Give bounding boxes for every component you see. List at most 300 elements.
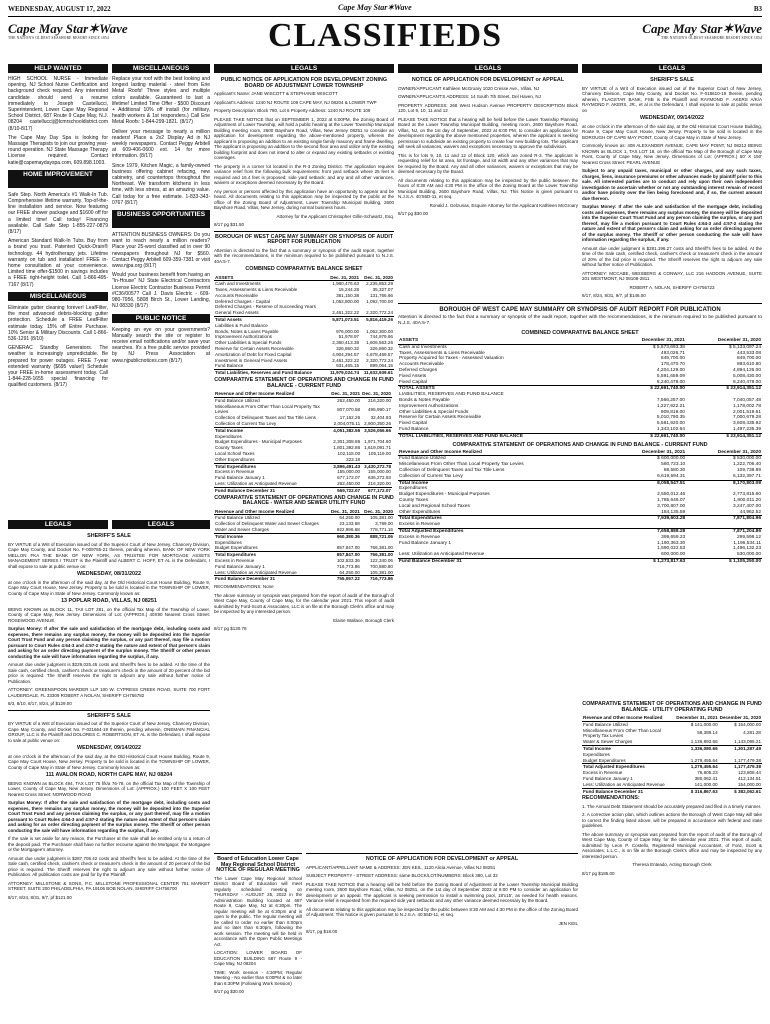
table-cell-value: 4,051,382.56: [330, 427, 361, 433]
utility-fund-table: [214, 509, 394, 583]
table-cell-label: ASSETS: [398, 338, 610, 344]
table-cell-value: December 31, 2020: [686, 450, 762, 456]
table-cell-value: 184,135.59: [661, 509, 686, 515]
table-cell-label: Budget Expenditures - Municipal Purposes: [215, 439, 302, 445]
table-cell-value: 154,000.00: [738, 781, 761, 787]
table-cell-value: 5,581,920.00: [656, 421, 685, 427]
zoning-notice: [306, 850, 578, 1018]
table-cell-label: TOTAL LIABILITIES, RESERVES AND FUND BALANCE: [398, 433, 610, 439]
table-cell-value: 2,235,853.29: [366, 281, 393, 287]
table-cell-label: Fund Balance December 31: [582, 788, 675, 794]
table-cell-label: County Taxes: [215, 445, 243, 451]
page-header: [8, 4, 762, 17]
table-cell-value: 677,172.07: [337, 475, 361, 481]
balance-sheet-table: [214, 275, 394, 377]
sheriff-sale-2-fee: 8/17, 8/24, 8/31, 9/7, pf $121.00: [8, 894, 72, 900]
legals-bar-bottom-2: LEGALS: [112, 520, 210, 529]
table-cell-value: 2,320,772.24: [366, 357, 393, 363]
table-cell-label: Total Income: [214, 533, 328, 539]
table-cell-value: 7,000,679.28: [732, 415, 761, 421]
table-cell-value: 1,971,704.60: [364, 439, 391, 445]
table-cell-value: 1,177,479.38: [734, 757, 761, 763]
logo-tagline: THE NATION'S OLDEST SEASHORE RESORT SINCE 1854: [661, 36, 762, 40]
table-cell-value: 5,591,659.09: [656, 373, 685, 379]
table-cell-value: 1,279,455.64: [675, 764, 718, 770]
sheriff-sale-3-address: Commonly known as: 408 ALEXANDER AVENUE, CAPE MAY POINT, NJ 08212 BEING KNOWN as BLOCK 1, TAX LOT 18, on the official Tax Map of the Borough of Cape May Point, County of Cape May, New Jersey. Dimensions of Lot: (APPROX.) 50' X 150' Nearest Cross Street: PEARL AVENUE: [582, 143, 762, 165]
issue-date: WEDNESDAY, AUGUST 17, 2022: [8, 5, 111, 13]
table-cell-label: Miscellaneous From Other Than Local Property Tax Levies: [215, 403, 320, 415]
table-cell-value: 4,678,469.57: [366, 351, 393, 357]
page-number: B3: [753, 5, 762, 13]
column-sheriff-sales: [8, 532, 210, 1018]
sheriff-sale-3-attorney: ATTORNEY: MCCABE, WEISBERG & CONWAY, LLC 216 HADDON AVENUE, SUITE 201 WESTMONT, NJ 08108-2811: [582, 270, 762, 281]
table-cell-label: Property Acquired for Taxes - Assessed Valuation: [399, 356, 504, 362]
table-cell-value: 51,978.97: [338, 334, 360, 340]
table-cell-value: 677,172.07: [361, 487, 392, 493]
table-cell-value: 3,247,407.00: [732, 503, 761, 509]
ad-generac: GENERAC Standby Generators. The weather is increasingly unpredictable. Be prepared for power outages. FREE 7-year extended warranty ($695 value!) Schedule your FREE in-home assessment today. Call 1-844-228-1655 special financing for qualified customers. (8/17): [8, 345, 108, 389]
table-cell-value: December 31, 2021: [610, 338, 686, 344]
table-cell-value: 857,847.00: [328, 552, 361, 558]
utility-fund-title: COMPARATIVE STATEMENT OF OPERATIONS AND CHANGE IN FUND BALANCE - WATER AND SEWER UTILITY FUND: [214, 494, 394, 507]
table-cell-value: 1,960,476.63: [332, 281, 360, 287]
audit-recommendations-heading: RECOMMENDATIONS:: [582, 795, 640, 802]
table-cell-value: 88,580.30: [663, 467, 686, 473]
table-cell-label: Less: Utilization as Anticipated Revenue: [399, 552, 485, 558]
table-cell-label: Fund Balance December 31: [214, 487, 330, 493]
table-cell-label: Expenditures: [583, 751, 610, 757]
table-cell-value: 122,340.06: [370, 557, 393, 563]
audit-balance-table: [398, 338, 762, 440]
table-cell-label: Revenue and Other Income Realized: [582, 715, 675, 721]
table-cell-value: $ 5,673,693.38: [652, 344, 685, 350]
table-cell-label: Fund Balance January 1: [399, 540, 451, 546]
table-cell-value: 1,606,563.26: [366, 340, 393, 346]
table-cell-value: 7,939,603.28: [610, 516, 686, 522]
zoning-notice-fee: 8/17, pg $18.00: [306, 929, 338, 934]
table-cell-label: Investment in General Fixed Assets: [215, 357, 288, 363]
table-cell-label: Local and Regional School Taxes: [399, 503, 470, 509]
table-cell-label: Bonds & Notes Payable: [399, 397, 450, 403]
audit-clerk: Elaine Wallace, Borough Clerk: [333, 617, 394, 623]
sheriff-sale-1-address: 13 POPLAR ROAD, VILLAS, NJ 08251: [61, 598, 157, 604]
ad-erie-metal-roofs: Replace your roof with the best looking and longest lasting material - steel from Erie Metal Roofs! Three styles and multiple colors available. Guaranteed to last a lifetime! Limited Time Offer - $500 Discount + Additional 10% off install (for military, health workers & 1st responders.) Call Erie Metal Roofs: 1-844-299-1821. (8/17): [112, 76, 210, 126]
table-cell-value: 105,381.00: [370, 569, 393, 575]
table-cell-label: Less: Utilization as Anticipated Revenue: [583, 781, 665, 787]
sheriff-sale-1-date: WEDNESDAY, 08/31/2022: [77, 571, 141, 577]
ad-display-ad: Deliver your message to nearly a million readers! Place a 2x2 Display Ad in NJ weekly newspapers. Contact Peggy Arbitell at 609-406-0600 ext. 14 for more information. (8/17): [112, 128, 210, 160]
table-cell-label: Water & Sewer Charges: [583, 739, 633, 745]
audit-clerk-2: Theresa Enteado, Acting Borough Clerk: [632, 862, 712, 868]
table-cell-value: 744,979.66: [370, 334, 393, 340]
table-cell-label: Less: Utilization as Anticipated Revenue: [215, 481, 297, 486]
logo-tagline: THE NATION'S OLDEST SEASHORE RESORT SINCE 1854: [8, 36, 109, 40]
table-cell-label: Other Liabilities & Special Funds: [215, 340, 282, 346]
table-cell-value: 976,000.00: [336, 328, 360, 334]
legals-bar-bottom-1: LEGALS: [8, 520, 108, 529]
school-board-location: LOCATION: LOWER BOARD OF EDUCATION BUILDING 687 Route 9 - Cape May, NJ 08204: [214, 950, 302, 966]
table-cell-label: ASSETS: [214, 275, 326, 281]
planning-notice-body2: This is for lots 9, 10, 11 and 12 of Block 120, which are zoned R-3. The applicant is requesting relief for lot area, lot frontage, and lot width and any other variances that may be required by the Board. Any and all other variances, waivers or exceptions that may be deemed necessary by the Board.: [398, 152, 578, 174]
table-cell-label: Expenditures: [215, 433, 242, 439]
sheriff-sale-3-amount: Amount due under judgment is $281,196.27 costs and Sheriff's fees to be added. At the time of the Sale cash, certified check, cashier's check or treasurer's check in the amount of 20% of the bid price is required. The Sheriff reserves the right to adjourn any sale without further notice of Publication.: [582, 245, 762, 267]
table-cell-value: 960,380.36: [328, 533, 361, 539]
balance-sheet-title: COMBINED COMPARATIVE BALANCE SHEET: [245, 266, 363, 272]
table-cell-value: December 31, 2021: [610, 450, 686, 456]
table-cell-label: Collection of Delinquent Taxes and Tax Title Liens: [215, 415, 316, 421]
table-cell-value: 1,178,002.78: [732, 403, 761, 409]
table-cell-label: Fund Balance: [399, 426, 429, 432]
logo-right: [612, 22, 762, 44]
table-cell-label: Reserve for Certain Assets Receivable: [399, 415, 482, 421]
table-cell-label: Collection of Delinquent Water and Sewer Charges: [215, 521, 319, 527]
table-cell-label: Fund Balance January 1: [583, 775, 633, 781]
notice-applicant: Applicant's Name: JANE WISCOTT & STEPHANIE WISCOTT: [214, 91, 338, 96]
table-cell-label: Deferred Charges - Reserve of Succeeding Years: [215, 304, 316, 310]
table-cell-label: Cash and Investments: [215, 281, 261, 287]
table-cell-label: Revenue and Other Income Realized: [214, 509, 328, 515]
logo-name: Cape May Star✶Wave: [642, 21, 762, 36]
sheriff-sale-3-date: WEDNESDAY, 09/14/2022: [640, 115, 704, 121]
sheriff-sale-1-heading: SHERIFF'S SALE: [87, 533, 131, 539]
table-cell-value: 5,008,430.00: [732, 373, 761, 379]
business-opportunities-bar: BUSINESS OPPORTUNITIES: [112, 210, 210, 228]
table-cell-value: 262,450.00: [337, 397, 361, 403]
table-cell-label: LIABILITIES, RESERVES AND FUND BALANCE: [399, 392, 504, 398]
table-cell-value: 1,062,300.00: [366, 328, 393, 334]
table-cell-value: 1,301,287.49: [719, 745, 762, 751]
table-cell-label: Fund Balance Utilized: [399, 456, 446, 462]
table-cell-label: Fund Balance January 1: [215, 475, 265, 481]
table-cell-value: 64,250.00: [339, 569, 360, 575]
table-cell-label: Miscellaneous From Other Than Local Property Tax Levies: [399, 462, 524, 468]
sheriff-sale-3-heading: SHERIFF'S SALE: [650, 77, 694, 83]
audit-synopsis: The above summary or synopsis was prepared from the report of audit of the Borough of West Cape May, County of Cape May, for the calendar year 2021. This report of audit submitted by Ford-Scott & Associates, LLC is on file at the Borough Clerk's office and may be inspected by any interested person.: [214, 592, 394, 615]
table-cell-value: 1,177,479.38: [719, 764, 762, 770]
audit-report-note: Attention is directed to the fact that a summary or synopsis of the audit report, together with the recommendations, is the minimum required to be published pursuant to N.J.S. 40A:5-7.: [398, 315, 762, 326]
table-cell-label: Excess in Revenue: [399, 522, 441, 528]
table-cell-value: 700,880.80: [370, 563, 393, 569]
table-cell-value: 495,990.17: [368, 406, 391, 412]
table-cell-value: 11,979,024.74: [326, 370, 360, 376]
table-cell-value: $ 23,914,351.12: [686, 386, 762, 392]
sheriff-sale-3-taxes: Subject to any unpaid taxes, municipal or other charges, and any such taxes, charges, liens, insurance premiums or other advances made by plaintiff prior to this sale. All interested parties are to conduct and rely upon their own independent investigation to ascertain whether or not any outstanding interest remain of record and/or have priority over the lien being foreclosed and, if so, the current amount due thereon.: [582, 168, 762, 201]
table-cell-value: 4,904,294.57: [332, 351, 360, 357]
table-cell-value: 530,000.00: [736, 552, 761, 558]
table-cell-value: 155,000.00: [337, 469, 361, 475]
ad-safe-step: Safe Step. North America's #1 Walk-In Tub. Comprehensive lifetime warranty. Top-of-the-line installation and service. Now featuring our FREE shower package and $1600 off for a limited time! Call today! Financing available. Call Safe Step 1-855-227-0879 (8/17): [8, 191, 108, 236]
table-cell-value: 600,000.00: [661, 552, 686, 558]
audit-fee: 8/17 pg $130.78: [214, 626, 247, 632]
section-title: CLASSIFIEDS: [268, 17, 502, 54]
notice-body3: Any person or persons affected by this application have an opportunity to appear and be heard. All documents relating to this application may be inspected by the public at the office of the Zoning Board of Adjustment, Lower Township Municipal Building, 2600 Bayshore Road, Villas, New Jersey, during normal business hours.: [214, 188, 394, 210]
table-cell-value: 1,336,080.66: [675, 745, 718, 751]
ad-business-owners: ATTENTION BUSINESS OWNERS: Do you want to reach nearly a million readers? Place your 25-word classified ad in over 90 newspapers throughout NJ for $560. Contact Peggy Arbitell 609-359-7381 or visit www.njpa.org (8/17): [112, 232, 210, 270]
table-cell-label: Fund Balance Utilized: [215, 515, 260, 521]
table-cell-value: Dec. 31, 2020: [360, 275, 394, 281]
sheriff-sale-2-date: WEDNESDAY, 09/14/2022: [77, 745, 141, 751]
table-cell-label: Local School Taxes: [215, 451, 255, 457]
table-cell-value: December 31, 2020: [686, 338, 762, 344]
notice-address: Applicant's Address: 1240 NJ ROUTE 109 CAPE MAY, NJ 08204 & LOWER TWP: [214, 99, 377, 105]
current-fund-table: [214, 391, 394, 494]
table-cell-value: 1,052,800.00: [332, 298, 360, 304]
table-cell-value: 493,026.71: [660, 350, 685, 356]
table-cell-value: $ 530,000.00: [732, 456, 761, 462]
table-cell-value: 1,136,893.66: [690, 739, 718, 745]
table-cell-value: Dec. 31, 2021: [328, 509, 361, 515]
table-cell-value: 58,389.14: [697, 730, 718, 736]
table-cell-value: 1,801,392.86: [333, 445, 361, 451]
table-cell-value: 849,700.00: [660, 356, 685, 362]
table-cell-value: 1,222,706.40: [732, 462, 761, 468]
table-cell-value: 909,819.00: [660, 409, 685, 415]
table-cell-value: 4,204,129.00: [656, 367, 685, 373]
table-cell-value: 2,773,815.60: [732, 492, 761, 498]
table-cell-value: 2,461,322.22: [332, 357, 360, 363]
table-cell-label: Collection of Current Tax Levy: [215, 421, 277, 427]
notice-body2: The property is a corner lot located in the R-3 Zoning District. The application requires variance relief from the following bulk requirements: front yard setback where 25 feet is required and 16.4 feet is proposed; side yard setback; and any and all other variances, waivers or exceptions deemed necessary by the Board.: [214, 163, 394, 185]
table-cell-value: Dec. 31, 2020: [362, 391, 391, 397]
divider: [398, 303, 762, 304]
table-cell-value: 716,773.86: [336, 563, 360, 569]
table-cell-label: Other Expenditures: [215, 456, 255, 462]
miscellaneous-bar-2: MISCELLANEOUS: [8, 292, 108, 301]
table-cell-value: 636,272.93: [368, 475, 391, 481]
table-cell-value: 7,871,204.86: [686, 528, 762, 534]
ad-leaffilter: Eliminate gutter cleaning forever! LeafFilter, the most advanced debris-blocking gutter protection. Schedule a FREE LeafFilter estimate today. 15% off Entire Purchase. 10% Senior & Military Discounts. Call 1-866-536-1291 (8/10): [8, 304, 108, 342]
zoning-notice-signature: JEN KEIL: [558, 920, 578, 926]
ad-walk-in-tubs: American Standard Walk-In Tubs. Buy from a brand you trust. Patented Quick-Drain® technology. 44 hydrotherapy jets. Lifetime warranty on tub and installation! FREE in-home consultation at your convenience. Limited time offer-$1500 in savings includes a FREE right-height toilet. Call 1-866-495-7167 (8/17): [8, 238, 108, 288]
sheriff-sale-1-body: BY VIRTUE of a Writ of Execution issued out of the Superior Court of New Jersey, Chancery Division, Cape May County, and Docket No. F-009755-21 therein, pending wherein, BANK OF NEW YORK MELLON FKA THE BANK OF NEW YORK, AS TRUSTEE FOR MORTGAGE ASSETS MANAGEMENT SERIES I TRUST is the Plaintiff and ALBERT C. HOFF, ET AL is the Defendant, I shall expose to sale at public venue on:: [8, 541, 210, 569]
public-notice-bar: PUBLIC NOTICE: [112, 314, 210, 323]
table-cell-value: 326,860.32: [336, 346, 360, 352]
divider: [214, 853, 302, 854]
table-cell-value: 102,533.36: [336, 557, 360, 563]
table-cell-value: 3,896,491.43: [330, 463, 361, 469]
notice-body: PLEASE TAKE NOTICE that on SEPTEMBER 1, 2022 at 6:00PM, the Zoning Board of Adjustment of Lower Township, will hold a public hearing at the Lower Township Municipal Building meeting room, 2600 Bayshore Road, Villas, New Jersey 08251 to consider an application for development regarding the above-mentioned property, wherein the applicant is proposing an addition to an existing single family masonry and frame dwelling. The applicant is proposing an addition to the second floor area and utilize only the existing building footprint and does not intend to alter or expand any existing setbacks or existing coverages.: [214, 116, 394, 160]
zoning-notice-property: SUBJECT PROPERTY - STREET ADDRESS: same BLOCK/LOT/NUMBERS: Block 380, Lot 32: [306, 873, 498, 878]
table-cell-value: 1,619,091.71: [364, 445, 391, 451]
sheriff-sale-1-body2: at one o'clock in the afternoon of the said day, at the Old Historical Court House Building, Route 9, Cape May Court House, New Jersey. Property to be sold is located in the TOWNSHIP OF LOWER, County of Cape May in State of New Jersey. Commonly known as:: [8, 579, 210, 596]
zoning-notice-body2: All documents relating to this application may be inspected by the public between 8:30 AM and 4:30 PM in the office of the Zoning Board of Adjustment. This Notice is given pursuant to N.J.S.A. 40:55D-11, et seq.: [306, 906, 578, 917]
table-cell-label: Total Adjusted Expenditures: [398, 528, 610, 534]
table-cell-value: 2,550,012.46: [657, 492, 686, 498]
audit-note: Attention is directed to the fact that a summary or synopsis of the audit report, together with the recommendations, is the minimum required to be published pursuant to N.J.S. 40A:5-7.: [214, 247, 394, 264]
table-cell-value: 569,722.07: [330, 487, 361, 493]
ad-public-notices: Keeping an eye on your governments? Manually search the site or register to receive email notifications and/or save your searches. It's a free public service provided by NJ Press Association at www.njpublicnotices.com (8/17): [112, 326, 210, 364]
table-cell-label: Excess in Revenue: [399, 534, 441, 540]
planning-notice-address: OWNER/APPLICANT'S ADDRESS: 14 South 7th Street, Del Haven, NJ: [398, 94, 541, 99]
table-cell-value: $ 316,867.63: [675, 788, 718, 794]
table-cell-value: 11,632,939.61: [360, 370, 394, 376]
table-cell-label: Fund Balance: [215, 363, 244, 369]
table-cell-value: 76,805.23: [697, 770, 718, 776]
sheriff-sale-2-setaside: If the sale is set aside for any reason, the Purchaser at the sale shall be entitled only to a return of the deposit paid. The Purchaser shall have no further recourse against the Mortgagor, the Mortgagee or the Mortgagee's attorney.: [8, 836, 210, 852]
notice-title: PUBLIC NOTICE OF APPLICATION FOR DEVELOPMENT ZONING BOARD OF ADJUSTMENT LOWER TOWNSHIP: [220, 77, 388, 89]
sheriff-sale-3-body2: at one o'clock in the afternoon of the said day, at the Old Historical Court House Building, Route 9, Cape May Court House, New Jersey. Property to be sold is located in the BOROUGH OF CAPE MAY POINT, County of Cape May in State of New Jersey.: [582, 123, 762, 140]
table-cell-value: 6,619,594.31: [657, 473, 686, 479]
table-cell-value: $ 154,000.00: [734, 721, 761, 727]
table-cell-value: Dec. 31, 2020: [361, 509, 394, 515]
table-cell-value: 64,250.00: [339, 515, 360, 521]
table-cell-value: 299,598.12: [736, 534, 761, 540]
audit-synopsis-2: The above summary or synopsis was prepared from the report of audit of the Borough of West Cape May, County of Cape May, for the calendar year 2021. This report of audit, submitted by Leon P. Costello, Registered Municipal Accountant, of Ford, Scott & Associates, L.L.C., is on file at the Borough Clerk's office and may be inspected by any interested person.: [582, 831, 762, 859]
table-cell-value: December 31, 2021: [676, 715, 718, 720]
table-cell-label: Fixed Capital: [399, 379, 427, 385]
table-cell-value: 131,766.66: [370, 292, 393, 298]
table-cell-value: 443,533.08: [736, 350, 761, 356]
sheriff-sale-2-body3: BEING KNOWN as BLOCK 494, TAX LOT 75 f/k/a 76-78, on the official Tax Map of the Township of Lower, County of Cape May, New Jersey. Dimensions of Lot: (APPROX.) 100 FEET X 100 FEET Nearest Cross Street: NORWOOD ROAD: [8, 780, 210, 797]
table-cell-value: 766,381.00: [370, 545, 393, 551]
table-cell-label: Other Expenditures: [399, 509, 441, 515]
audit-recommendations: RECOMMENDATIONS: None: [214, 584, 274, 590]
table-cell-value: 3,789.00: [375, 521, 393, 527]
table-cell-value: 105,119.00: [368, 451, 391, 457]
table-cell-label: Fund Balance January 1: [215, 563, 265, 569]
table-cell-label: Fund Balance Utilized: [583, 721, 628, 727]
table-cell-label: Fixed Assets: [399, 373, 427, 379]
sheriff-sale-1-attorney: ATTORNEY: GREENSPOON MARDER LLP 100 W. CYPRESS CREEK ROAD, SUITE 700 FORT LAUDERDALE, FL 33309 ROBERT A NOLAN, SHERIFF CH756782: [8, 687, 210, 698]
table-cell-value: 2,320,772.24: [366, 310, 393, 316]
table-cell-value: 8,170,803.08: [686, 480, 762, 486]
divider: [214, 231, 394, 232]
table-cell-value: 8,240,478.00: [732, 379, 761, 385]
table-row: [398, 433, 762, 439]
table-cell-label: Total Assets: [214, 317, 326, 323]
table-cell-label: Cash and Investments: [399, 344, 447, 350]
table-cell-value: 1,590,022.53: [657, 546, 686, 552]
table-cell-value: 922,996.68: [336, 526, 360, 532]
table-cell-value: 412,134.51: [738, 775, 761, 781]
table-cell-label: Accounts Receivable: [215, 292, 258, 298]
table-cell-value: $ 382,062.61: [719, 788, 762, 794]
table-cell-label: Total Liabilities, Reserves and Fund Balance: [214, 370, 326, 376]
table-cell-value: 931,465.15: [336, 363, 360, 369]
table-cell-value: 1,800,011.20: [733, 497, 761, 503]
table-cell-value: 7,658,888.28: [610, 528, 686, 534]
sheriff-sale-1-body3: BEING KNOWN as BLOCK 11, TAX LOT 281, on the official Tax Map of the Township of Lower, County of Cape May, New Jersey. Dimensions of Lot: (APPROX.) 40X90 Nearest Cross Street: ROSEWOOD AVENUE: [8, 606, 210, 623]
table-cell-value: 8,240,478.00: [656, 379, 685, 385]
table-cell-value: 1,092,700.00: [366, 298, 393, 304]
table-cell-value: 888,721.06: [361, 533, 394, 539]
table-cell-label: Budget Expenditures - Municipal Purposes: [399, 492, 490, 498]
table-cell-value: 381,150.38: [336, 292, 360, 298]
table-cell-value: 3,526,056.66: [361, 427, 392, 433]
masthead-small: Cape May Star✶Wave: [338, 3, 412, 12]
school-board-body: The Lower Cape May Regional School District Board of Education will meet regularly scheduled meeting on THURSDAY - AUGUST 25, 2022 in the Administration Building located at 687 Route 9, Cape May, NJ at 6:30pm. The regular meeting will be at 6:30pm and is open to the public. The regular meeting will be called to order no earlier than 6:00pm and no later than 6:30pm, following the work session. The meeting will be held in accordance with the Open Public Meetings Act.: [214, 875, 302, 947]
table-cell-value: 1,143,095.21: [734, 739, 761, 745]
table-cell-label: County Taxes: [399, 497, 428, 503]
table-cell-label: Excess in Revenue: [583, 770, 623, 776]
table-row: [214, 487, 394, 493]
sheriff-sale-3-body: BY VIRTUE of a Writ of Execution issued out of the Superior Court of New Jersey, Chancery Division, Cape May County, and Docket No. F-018610-19 therein, pending wherein, FLAGSTAR BANK, FSB is the Plaintiff and RAYMOND F. AKERS A/K/A RAYMOND F. AKERS, JR., et al is the Defendant, I shall expose to sale at public venue on: [582, 85, 762, 113]
audit-report-title: BOROUGH OF WEST CAPE MAY SUMMARY OR SYNOPSIS OF AUDIT REPORT FOR PUBLICATION: [439, 307, 721, 313]
table-cell-value: 44,962.52: [739, 509, 761, 515]
table-cell-value: 7,566,257.00: [656, 397, 685, 403]
audit-utility-title: COMPARATIVE STATEMENT OF OPERATIONS AND CHANGE IN FUND BALANCE - UTILITY OPERATING FUND: [582, 701, 762, 713]
table-cell-value: 5,871,073.51: [326, 317, 360, 323]
table-cell-label: Fund Balance Utilized: [215, 397, 260, 403]
table-cell-value: 123,808.44: [738, 770, 761, 776]
table-cell-value: 102,118.00: [337, 451, 361, 457]
table-cell-value: 716,773.86: [361, 576, 394, 582]
table-cell-label: Fund Balance December 31: [214, 576, 328, 582]
table-cell-label: Total Adjusted Expenditures: [582, 764, 675, 770]
table-row: [582, 728, 762, 740]
table-cell-value: 109,738.89: [736, 467, 761, 473]
audit-title: BOROUGH OF WEST CAPE MAY SUMMARY OR SYNOPSIS OF AUDIT REPORT FOR PUBLICATION: [214, 233, 393, 245]
sheriff-sale-3-fee: 8/17, 8/24, 8/31, 9/7, pf $146.00: [582, 293, 646, 298]
table-cell-value: 6,132,397.71: [732, 473, 761, 479]
table-cell-value: 262,450.00: [337, 481, 361, 486]
sheriff-sale-3-surplus: Surplus Money: If after the sale and satisfaction of the mortgage debt, including costs and expenses, there remains any surplus money, the money will be deposited into the Superior Court Trust Fund and any person claiming the surplus, or any part thereof, may file a motion pursuant to Court Rules 4:64-3 and 4:57-2 stating the nature and extent of that person's claim and asking for an order directing payment of the surplus money. The Sheriff or other person conducting the sale will have information regarding the surplus, if any.: [582, 204, 762, 242]
table-cell-value: 1,227,922.21: [656, 403, 685, 409]
table-cell-value: 32,404.93: [370, 415, 391, 421]
table-cell-value: 4,281.28: [743, 730, 761, 736]
table-cell-value: 2,004,075.11: [333, 421, 361, 427]
audit-recommendation-2: 2. A corrective action plan, which outlines actions the Borough of West Cape May will take to correct the finding listed above, will be prepared in accordance with federal and state guidelines.: [582, 812, 762, 829]
section-header: [8, 18, 762, 54]
sheriff-sale-3-sheriff: ROBERT A. NOLAN, SHERIFF CH756723: [629, 284, 715, 290]
table-cell-label: Accounts Receivable: [399, 362, 444, 368]
table-cell-label: Other Liabilities & Special Funds: [399, 409, 469, 415]
ad-massage-therapist: The Cape May Day Spa is looking for Massage Therapists to join our growing year-round operation. NJ State Massage Therapy License required. Contact katie@capemaydayspa.com, 609.898.1003.: [8, 134, 108, 166]
sheriff-sale-2-body2: at one o'clock in the afternoon of the said day, at the Old Historical Court House Building, Route 9, Cape May Court House, New Jersey. Property to be sold is located in the TOWNSHIP OF LOWER, County of Cape May in State of New Jersey. Commonly known as:: [8, 753, 210, 770]
sheriff-sale-2-heading: SHERIFF'S SALE: [87, 712, 131, 719]
table-cell-label: Deferred Charges - Capital: [215, 298, 270, 304]
table-row: [214, 404, 394, 416]
ad-school-nurse: HIGH SCHOOL NURSE - Immediate opening. NJ School Nurse Certification and background check required. Any interested candidate should send a resume immediately to Joseph Castellucci, Superintendent, Lower Cape May Regional School District, 687 Route 9 Cape May, N.J. 08204 castelluccij@lcmrschooldistrict.com (8/10-8/17): [8, 76, 108, 132]
table-cell-value: 223.18: [346, 456, 361, 462]
table-cell-label: Taxes, Assessments & Liens Receivable: [215, 287, 298, 293]
table-cell-label: Total Expenditures: [398, 516, 610, 522]
sheriff-sale-1-surplus: Surplus Money: If after the sale and satisfaction of the mortgage debt, including costs and expenses, there remains any surplus money, the money will be deposited into the Superior Court Trust Fund and any person claiming the surplus, or any part thereof, may file a motion pursuant to Court Rules 4:64-3 and 4:57-2 stating the nature and extent of that person's claim and asking for an order directing payment of the surplus money. The Sheriff or other person conducting the sale will have information regarding the surplus, if any.: [8, 626, 210, 659]
table-cell-value: 399,659.23: [661, 534, 686, 540]
table-cell-label: Less: Utilization as Anticipated Revenue: [215, 569, 297, 575]
sheriff-sale-1-fee: 8/3, 8/10, 8/17, 8/24, pf $129.00: [8, 701, 72, 706]
table-cell-value: 4,894,126.00: [732, 367, 761, 373]
table-cell-label: TOTAL ASSETS: [398, 386, 610, 392]
table-cell-value: 7,040,057.48: [732, 397, 761, 403]
school-board-title: Board of Education Lower Cape May Regional School District NOTICE OF REGULAR MEETING: [216, 856, 300, 873]
table-cell-value: 216,320.00: [368, 397, 391, 403]
current-fund-title: COMPARATIVE STATEMENT OF OPERATIONS AND CHANGE IN FUND BALANCE - CURRENT FUND: [214, 377, 394, 389]
table-cell-value: 2,900,350.26: [364, 421, 391, 427]
table-cell-value: 5,010,790.35: [656, 415, 685, 421]
planning-notice-body3: All documents relating to this application may be inspected by the public between the hours of 8:30 AM and 4:30 PM in the office of the Zoning Board at the Lower Township Municipal Building, 2600 Bayshore Road, Villas, NJ. This Notice is given pursuant to N.J.S.A. 40:55D-11, et seq.: [398, 177, 578, 199]
table-cell-value: 380,062.41: [694, 775, 718, 781]
table-cell-label: Reserve for Certain Assets Receivable: [215, 346, 294, 352]
table-cell-value: Dec. 31, 2021: [331, 391, 361, 397]
table-cell-value: 8,058,547.51: [610, 480, 686, 486]
school-board-time: TIME: Work session - 4:30PM; Regular Meeting - No earlier than 6:00PM & no later than 6:30PM (Following Work Session): [214, 969, 302, 986]
table-cell-value: 755,057.22: [328, 576, 361, 582]
zoning-notice-title: NOTICE OF APPLICATION FOR DEVELOPMENT or APPEAL: [365, 856, 519, 862]
table-cell-label: Improvement Authorizations: [399, 403, 459, 409]
ad-electric-contractor: Would your business benefit from having an "In-House" NJ State Electrical Contractors License Electric Contractor Business Permit #C36/0057? Call J. Davis Electric - 609-980-7956, 5808 Birch St., Lower Landing, NJ 08330 (8/17): [112, 272, 210, 310]
planning-notice-owner: OWNER/APPLICANT Kathleen McGroary 1020 Cresse Ave., Villas, NJ: [398, 85, 540, 91]
table-cell-label: General Fixed Assets: [215, 310, 259, 316]
planning-notice-signature: Ronald J. Gelzunas, Esquire Attorney for the Applicant Kathleen McGroary: [429, 202, 578, 208]
table-cell-value: 17,162.26: [339, 415, 361, 421]
logo-name: Cape May Star✶Wave: [8, 21, 128, 36]
table-cell-value: 35,327.07: [372, 287, 393, 293]
table-cell-value: 1,496,132.23: [732, 546, 761, 552]
sheriff-sale-2-surplus: Surplus Money: If after the sale and satisfaction of the mortgage debt, including costs and expenses, there remains any surplus money, the money will be deposited into the Superior Court Trust Fund and any person claiming the surplus, or any part thereof, may file a motion pursuant to Court Rules 4:64-3 and 4:57-2 stating the nature and extent of that person's claim and asking for an order directing payment of the surplus money. The Sheriff or other person conducting the sale will have information regarding the surplus, if any.: [8, 800, 210, 833]
table-cell-value: 778,771.16: [370, 526, 393, 532]
table-cell-label: Taxes, Assessments & Liens Receivable: [399, 350, 485, 356]
